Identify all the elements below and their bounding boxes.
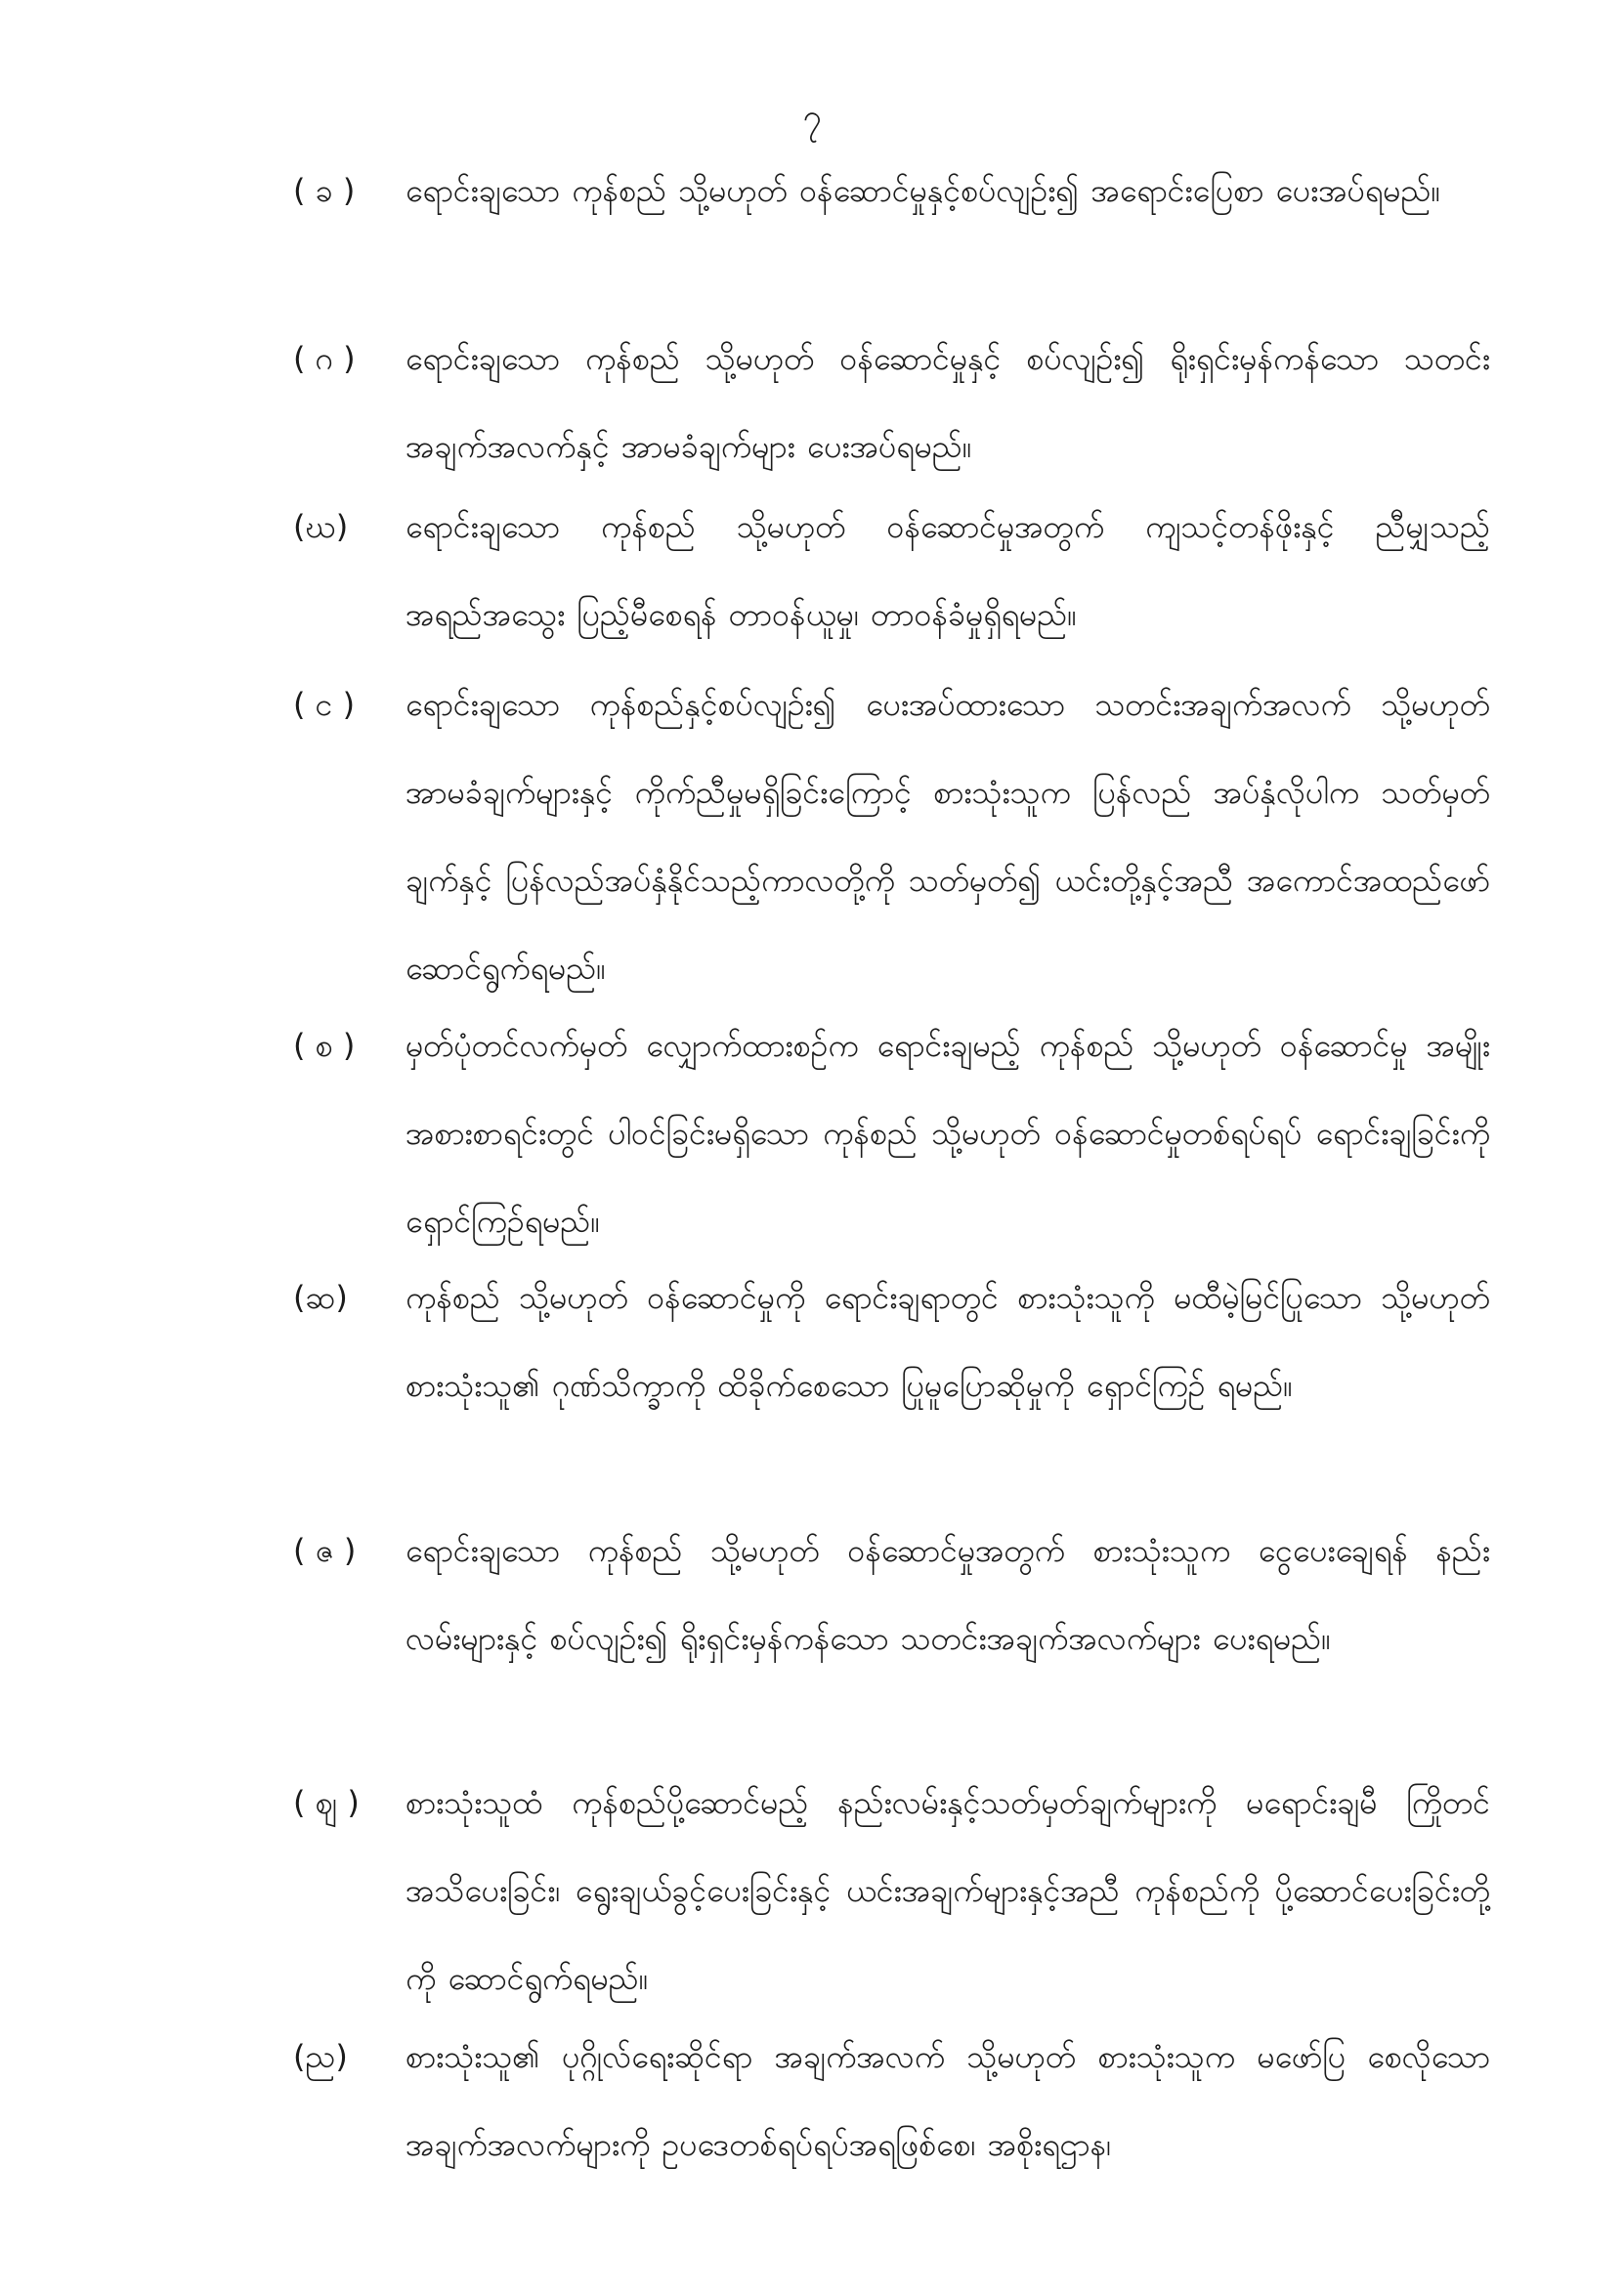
clause-marker: ( ဇ ) <box>293 1532 357 1569</box>
clause-text: စားသုံးသူ၏ ပုဂ္ဂိုလ်ရေးဆိုင်ရာ အချက်အလက် သို့မဟုတ် စားသုံးသူက မဖော်ပြ စေလိုသော အချက်အလက်များကို ဥပဒေတစ်ရပ်ရပ်အရဖြစ်စေ၊ အစိုးရဌာန၊ <box>406 2038 1490 2163</box>
clause-marker: ( ခ ) <box>293 172 356 209</box>
clause-marker: (ဆ) <box>293 1279 348 1316</box>
clause-kha <box>293 147 1495 234</box>
clause-marker: (ဃ) <box>293 508 349 545</box>
clause-text: ရောင်းချသော ကုန်စည် သို့မဟုတ် ဝန်ဆောင်မှုအတွက် စားသုံးသူက ငွေပေးချေရန် နည်းလမ်းများနှင့် စပ်လျဉ်း၍ ရိုးရှင်းမှန်ကန်သော သတင်းအချက်အလက်များ ပေးရမည်။ <box>406 1532 1490 1657</box>
clause-za <box>293 1507 1495 1682</box>
clause-hsa <box>293 1254 1495 1429</box>
clause-text: ရောင်းချသော ကုန်စည်နှင့်စပ်လျဉ်း၍ ပေးအပ်ထားသော သတင်းအချက်အလက် သို့မဟုတ် အာမခံချက်များနှင့် ကိုက်ညီမှုမရှိခြင်းကြောင့် စားသုံးသူက ပြန်လည် အပ်နှံလိုပါက သတ်မှတ်ချက်နှင့် ပြန်လည်အပ်နှံနိုင်သည့်ကာလတို့ကို သတ်မှတ်၍ ယင်းတို့နှင့်အညီ အကောင်အထည်ဖော်ဆောင်ရွက်ရမည်။ <box>406 686 1490 987</box>
clause-nya <box>293 2013 1495 2189</box>
clause-marker: ( စ ) <box>293 1027 356 1064</box>
clause-text: မှတ်ပုံတင်လက်မှတ် လျှောက်ထားစဉ်က ရောင်းချမည့် ကုန်စည် သို့မဟုတ် ဝန်ဆောင်မှု အမျိုးအစားစာရင်းတွင် ပါဝင်ခြင်းမရှိသော ကုန်စည် သို့မဟုတ် ဝန်ဆောင်မှုတစ်ရပ်ရပ် ရောင်းချခြင်းကို ရှောင်ကြဉ်ရမည်။ <box>406 1027 1490 1240</box>
clause-text: စားသုံးသူထံ ကုန်စည်ပို့ဆောင်မည့် နည်းလမ်းနှင့်သတ်မှတ်ချက်များကို မရောင်းချမီ ကြိုတင်အသိပေးခြင်း၊ ရွေးချယ်ခွင့်ပေးခြင်းနှင့် ယင်းအချက်များနှင့်အညီ ကုန်စည်ကို ပို့ဆောင်ပေးခြင်းတို့ကို ဆောင်ရွက်ရမည်။ <box>406 1784 1490 1997</box>
clause-text: ရောင်းချသော ကုန်စည် သို့မဟုတ် ဝန်ဆောင်မှုအတွက် ကျသင့်တန်ဖိုးနှင့် ညီမျှသည့် အရည်အသွေး ပြည့်မီစေရန် တာဝန်ယူမှု၊ တာဝန်ခံမှုရှိရမည်။ <box>406 508 1490 633</box>
clause-marker: ( င ) <box>293 686 356 723</box>
clause-text: ရောင်းချသော ကုန်စည် သို့မဟုတ် ဝန်ဆောင်မှုနှင့်စပ်လျဉ်း၍ အရောင်းပြေစာ ပေးအပ်ရမည်။ <box>406 172 1441 209</box>
clause-ga <box>293 315 1495 490</box>
clause-gha <box>293 483 1495 659</box>
clause-marker: ( ဂ ) <box>293 340 356 377</box>
page-number: ၇ <box>802 98 822 137</box>
clause-text: ရောင်းချသော ကုန်စည် သို့မဟုတ် ဝန်ဆောင်မှုနှင့် စပ်လျဉ်း၍ ရိုးရှင်းမှန်ကန်သော သတင်းအချက်အလက်နှင့် အာမခံချက်များ ပေးအပ်ရမည်။ <box>406 340 1490 465</box>
clause-marker: (ည) <box>293 2038 348 2075</box>
clause-text: ကုန်စည် သို့မဟုတ် ဝန်ဆောင်မှုကို ရောင်းချရာတွင် စားသုံးသူကို မထီမဲ့မြင်ပြုသော သို့မဟုတ် စားသုံးသူ၏ ဂုဏ်သိက္ခာကို ထိခိုက်စေသော ပြုမူပြောဆိုမှုကို ရှောင်ကြဉ် ရမည်။ <box>406 1279 1490 1404</box>
clause-zha <box>293 1759 1495 2022</box>
clause-sa <box>293 1001 1495 1265</box>
clause-nga <box>293 660 1495 1012</box>
clause-marker: ( ဈ ) <box>293 1784 360 1821</box>
